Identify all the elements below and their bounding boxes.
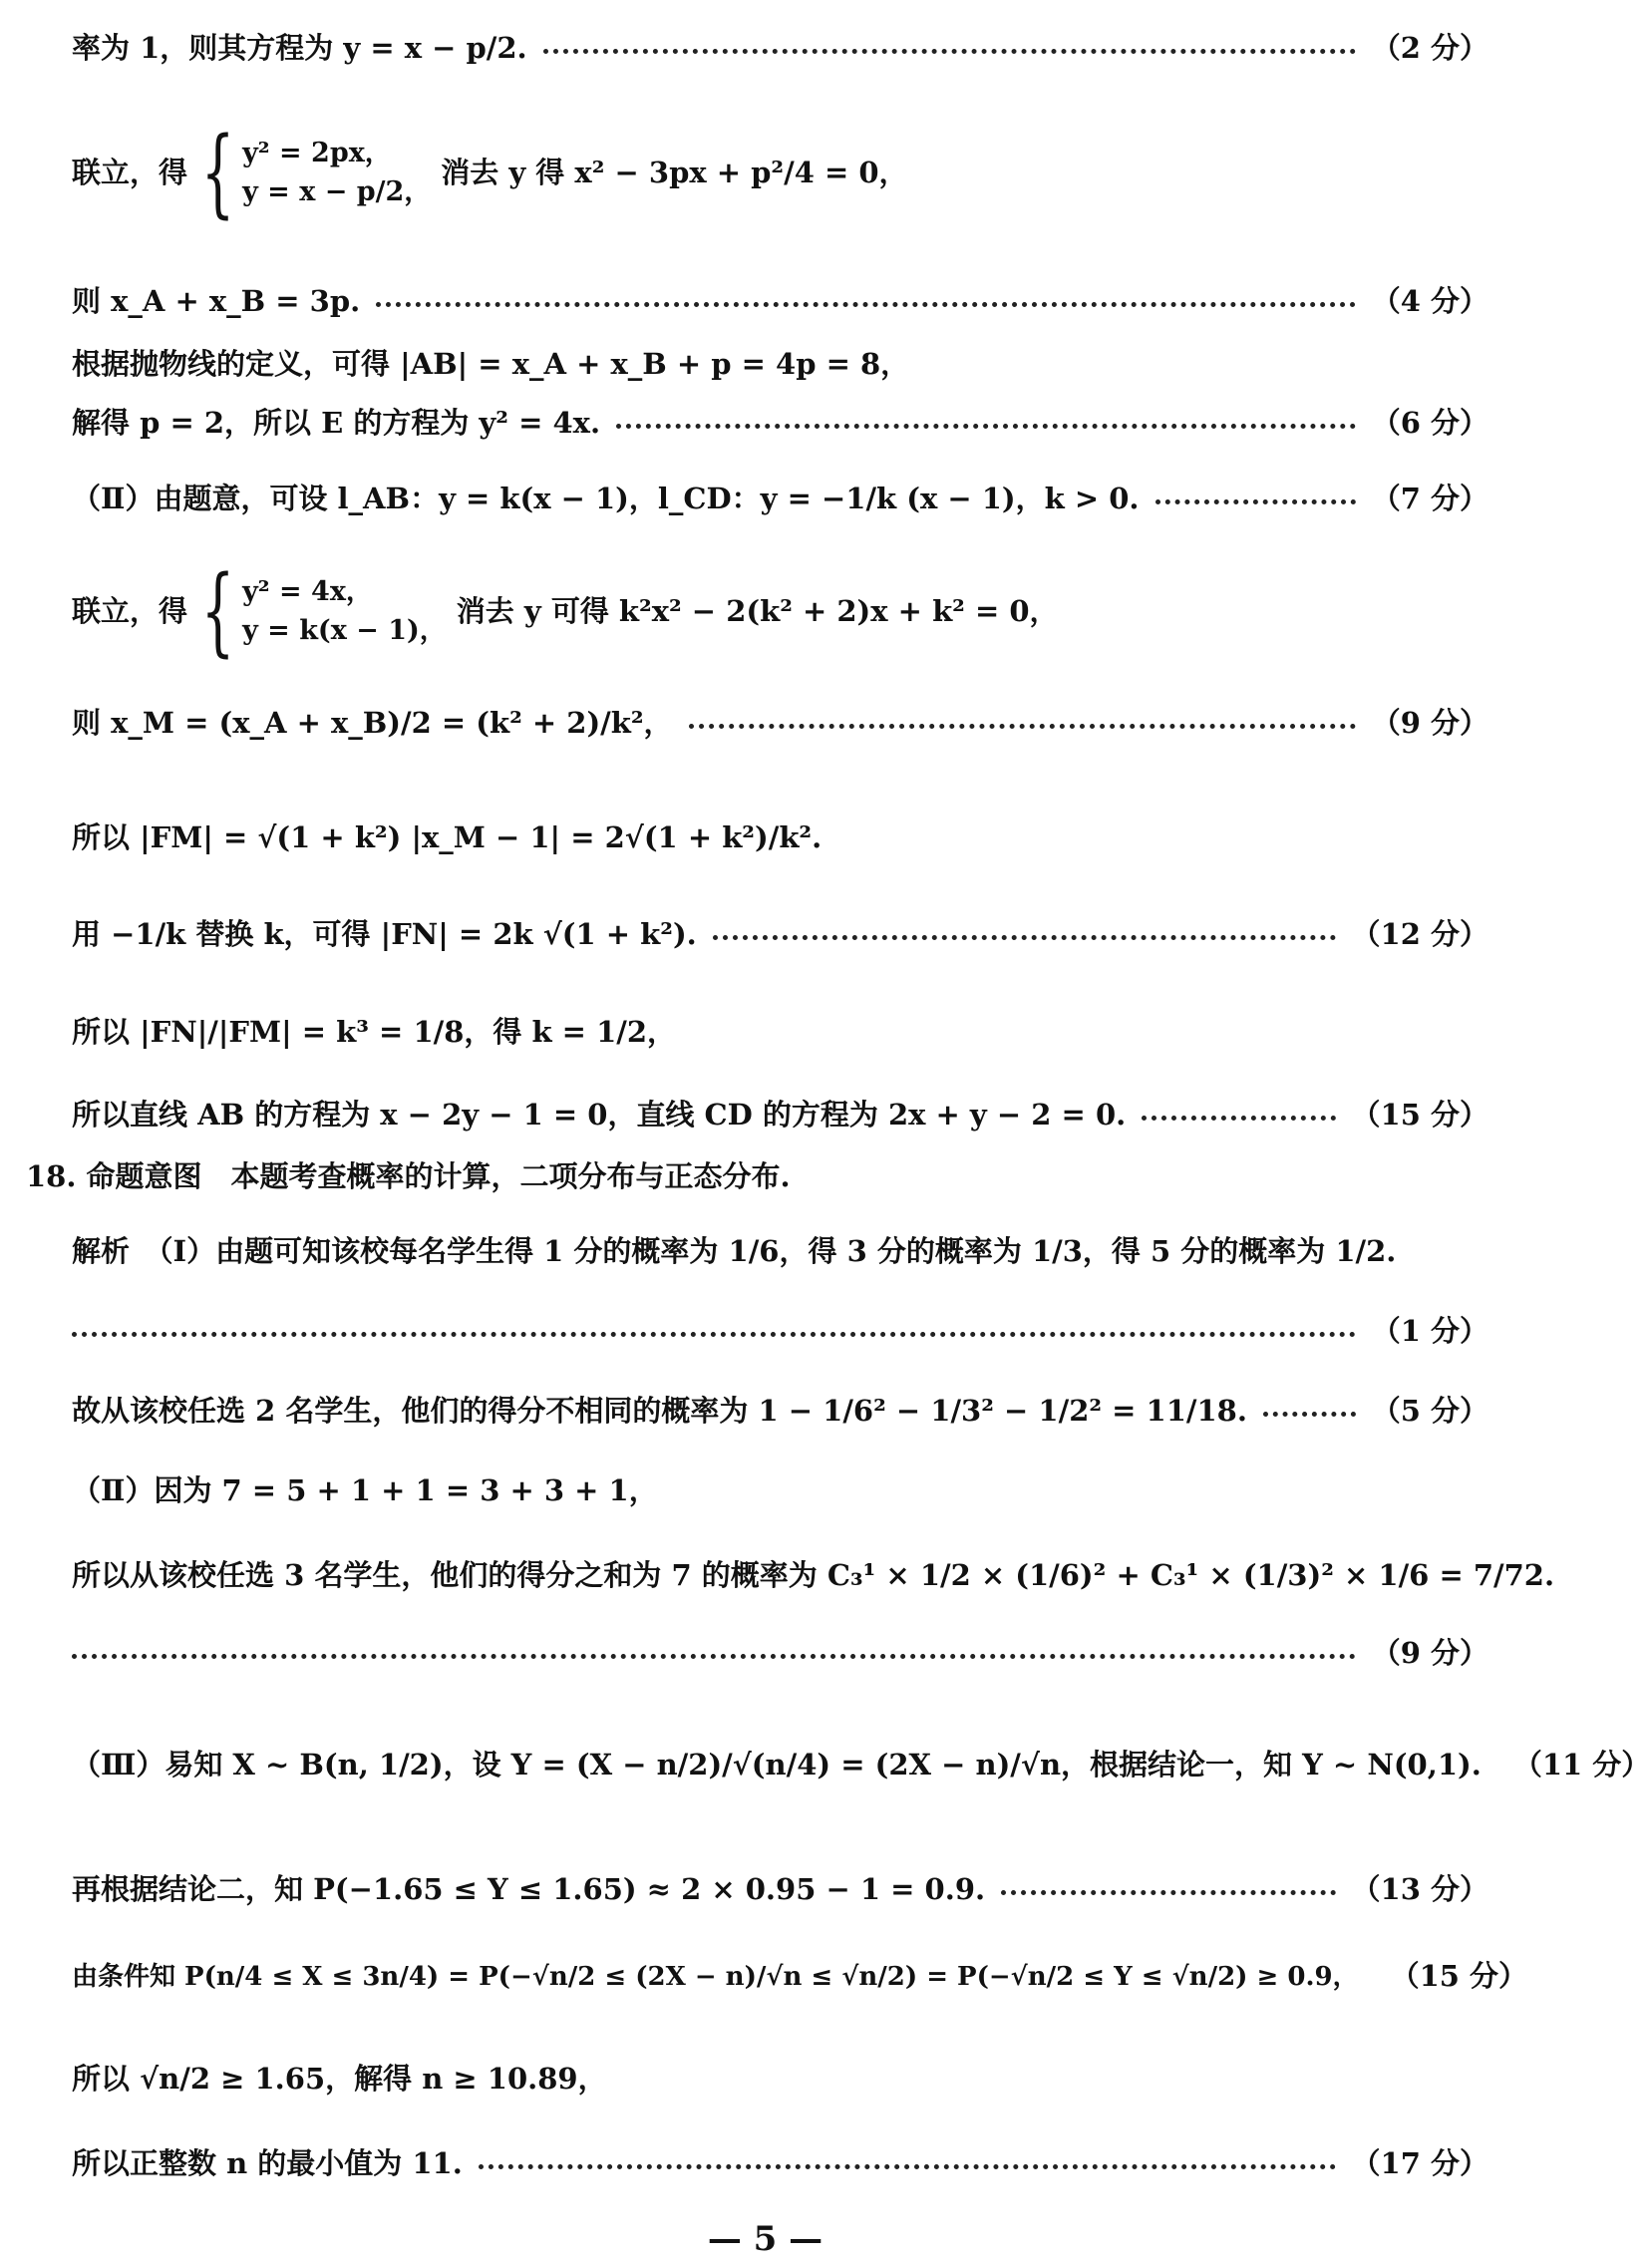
score-label: （17 分） — [1351, 2145, 1488, 2180]
solution-text: 率为 1，则其方程为 y = x − p/2. — [72, 30, 527, 65]
dot-leader — [479, 2164, 1336, 2169]
solution-line — [72, 698, 1488, 748]
brace-icon: { — [200, 555, 235, 667]
equation-system — [187, 555, 447, 667]
solution-line — [72, 403, 1488, 443]
solution-text: 再根据结论二，知 P(−1.65 ≤ Y ≤ 1.65) ≈ 2 × 0.95 − 1 = 0.9. — [72, 1871, 986, 1906]
solution-line — [72, 1007, 1488, 1057]
solution-text: （Ⅲ）易知 X ~ B(n, 1/2)，设 Y = (X − n/2)/√(n/4) = (2X − n)/√n，根据结论一，知 Y ~ N(0,1). — [72, 1747, 1482, 1782]
system-equation-2: y = x − p/2， — [242, 176, 432, 207]
solution-text: 所以从该校任选 3 名学生，他们的得分之和为 7 的概率为 C₃¹ × 1/2 × (1/6)² + C₃¹ × (1/3)² × 1/6 = 7/72. — [72, 1557, 1555, 1592]
dot-leader — [376, 302, 1355, 307]
solution-line — [72, 1633, 1488, 1673]
solution-text: 所以正整数 n 的最小值为 11. — [72, 2145, 463, 2180]
dot-leader — [1142, 1116, 1335, 1121]
solution-line — [72, 912, 1488, 957]
solution-text: 则 x_M = (x_A + x_B)/2 = (k² + 2)/k²， — [72, 705, 673, 740]
score-label: （7 分） — [1371, 481, 1488, 515]
solution-text: 用 −1/k 替换 k，可得 |FN| = 2k √(1 + k²). — [72, 917, 697, 951]
solution-text: 解析 （Ⅰ）由题可知该校每名学生得 1 分的概率为 1/6，得 3 分的概率为 1/3，得 5 分的概率为 1/2. — [72, 1233, 1397, 1268]
score-label: （15 分） — [1390, 1959, 1528, 1993]
equation-system-line — [72, 118, 1488, 227]
dot-leader — [616, 424, 1356, 429]
score-label: （5 分） — [1371, 1393, 1488, 1428]
system-suffix: 消去 y 得 x² − 3px + p²/4 = 0， — [441, 155, 908, 189]
solution-text: 所以 |FN|/|FM| = k³ = 1/8，得 k = 1/2， — [72, 1014, 677, 1049]
dot-leader — [713, 935, 1336, 940]
solution-line — [72, 1470, 1488, 1510]
solution-text: （Ⅱ）因为 7 = 5 + 1 + 1 = 3 + 3 + 1， — [72, 1472, 658, 1507]
solution-line — [72, 1869, 1488, 1909]
dot-leader — [72, 1654, 1356, 1659]
score-label: （11 分） — [1512, 1747, 1650, 1782]
solution-line — [72, 2054, 1488, 2104]
system-prefix: 联立，得 — [72, 593, 188, 628]
brace-icon: { — [200, 117, 235, 228]
solution-text: 故从该校任选 2 名学生，他们的得分不相同的概率为 1 − 1/6² − 1/3² − 1/2² = 11/18. — [72, 1393, 1247, 1428]
solution-text: 所以 √n/2 ≥ 1.65，解得 n ≥ 10.89， — [72, 2061, 607, 2096]
system-equation-2: y = k(x − 1)， — [242, 615, 447, 646]
dot-leader — [1263, 1412, 1356, 1417]
solution-line — [72, 1949, 1528, 2004]
solution-line — [72, 1386, 1488, 1436]
equation-system — [187, 117, 432, 228]
solution-line — [72, 281, 1488, 321]
solution-line — [72, 2143, 1488, 2183]
question-heading — [26, 1156, 1488, 1196]
solution-line — [72, 1550, 1555, 1600]
equation-system-line — [72, 556, 1488, 666]
system-prefix: 联立，得 — [72, 155, 188, 189]
score-label: （6 分） — [1371, 405, 1488, 440]
score-label: （1 分） — [1371, 1313, 1488, 1348]
score-label: （12 分） — [1351, 917, 1488, 951]
dot-leader — [689, 724, 1356, 729]
dot-leader — [72, 1332, 1356, 1337]
score-label: （13 分） — [1351, 1871, 1488, 1906]
score-label: （15 分） — [1351, 1097, 1488, 1132]
solution-text: 所以直线 AB 的方程为 x − 2y − 1 = 0，直线 CD 的方程为 2x + y − 2 = 0. — [72, 1097, 1127, 1132]
solution-text: 解得 p = 2，所以 E 的方程为 y² = 4x. — [72, 405, 601, 440]
dot-leader — [543, 49, 1356, 54]
page-number: — 5 — — [707, 2219, 824, 2259]
system-suffix: 消去 y 可得 k²x² − 2(k² + 2)x + k² = 0， — [456, 593, 1059, 628]
dot-leader — [1155, 499, 1356, 504]
solution-text: 根据抛物线的定义，可得 |AB| = x_A + x_B + p = 4p = 8， — [72, 346, 910, 381]
solution-line — [72, 479, 1488, 518]
dot-leader — [1001, 1890, 1335, 1895]
solution-line — [72, 1095, 1488, 1134]
solution-text: 由条件知 P(n/4 ≤ X ≤ 3n/4) = P(−√n/2 ≤ (2X − n)/√n ≤ √n/2) = P(−√n/2 ≤ Y ≤ √n/2) ≥ 0.9， — [72, 1961, 1359, 1992]
solution-line — [72, 28, 1488, 68]
solution-line — [72, 344, 1488, 384]
system-equation-1: y² = 4x， — [242, 576, 373, 607]
solution-line — [72, 1735, 1650, 1794]
solution-line — [72, 1311, 1488, 1351]
solution-line — [72, 1226, 1488, 1276]
system-equation-1: y² = 2px， — [242, 138, 392, 168]
solution-text: 则 x_A + x_B = 3p. — [72, 283, 361, 318]
score-label: （4 分） — [1371, 283, 1488, 318]
solution-text: 所以 |FM| = √(1 + k²) |x_M − 1| = 2√(1 + k²)/k². — [72, 819, 823, 854]
solution-text: （Ⅱ）由题意，可设 l_AB：y = k(x − 1)，l_CD：y = −1/k (x − 1)，k > 0. — [72, 481, 1140, 515]
score-label: （2 分） — [1371, 30, 1488, 65]
score-label: （9 分） — [1371, 1635, 1488, 1670]
question-heading-text: 18. 命题意图 本题考查概率的计算，二项分布与正态分布. — [26, 1158, 791, 1193]
solution-line — [72, 812, 1488, 862]
score-label: （9 分） — [1371, 705, 1488, 740]
